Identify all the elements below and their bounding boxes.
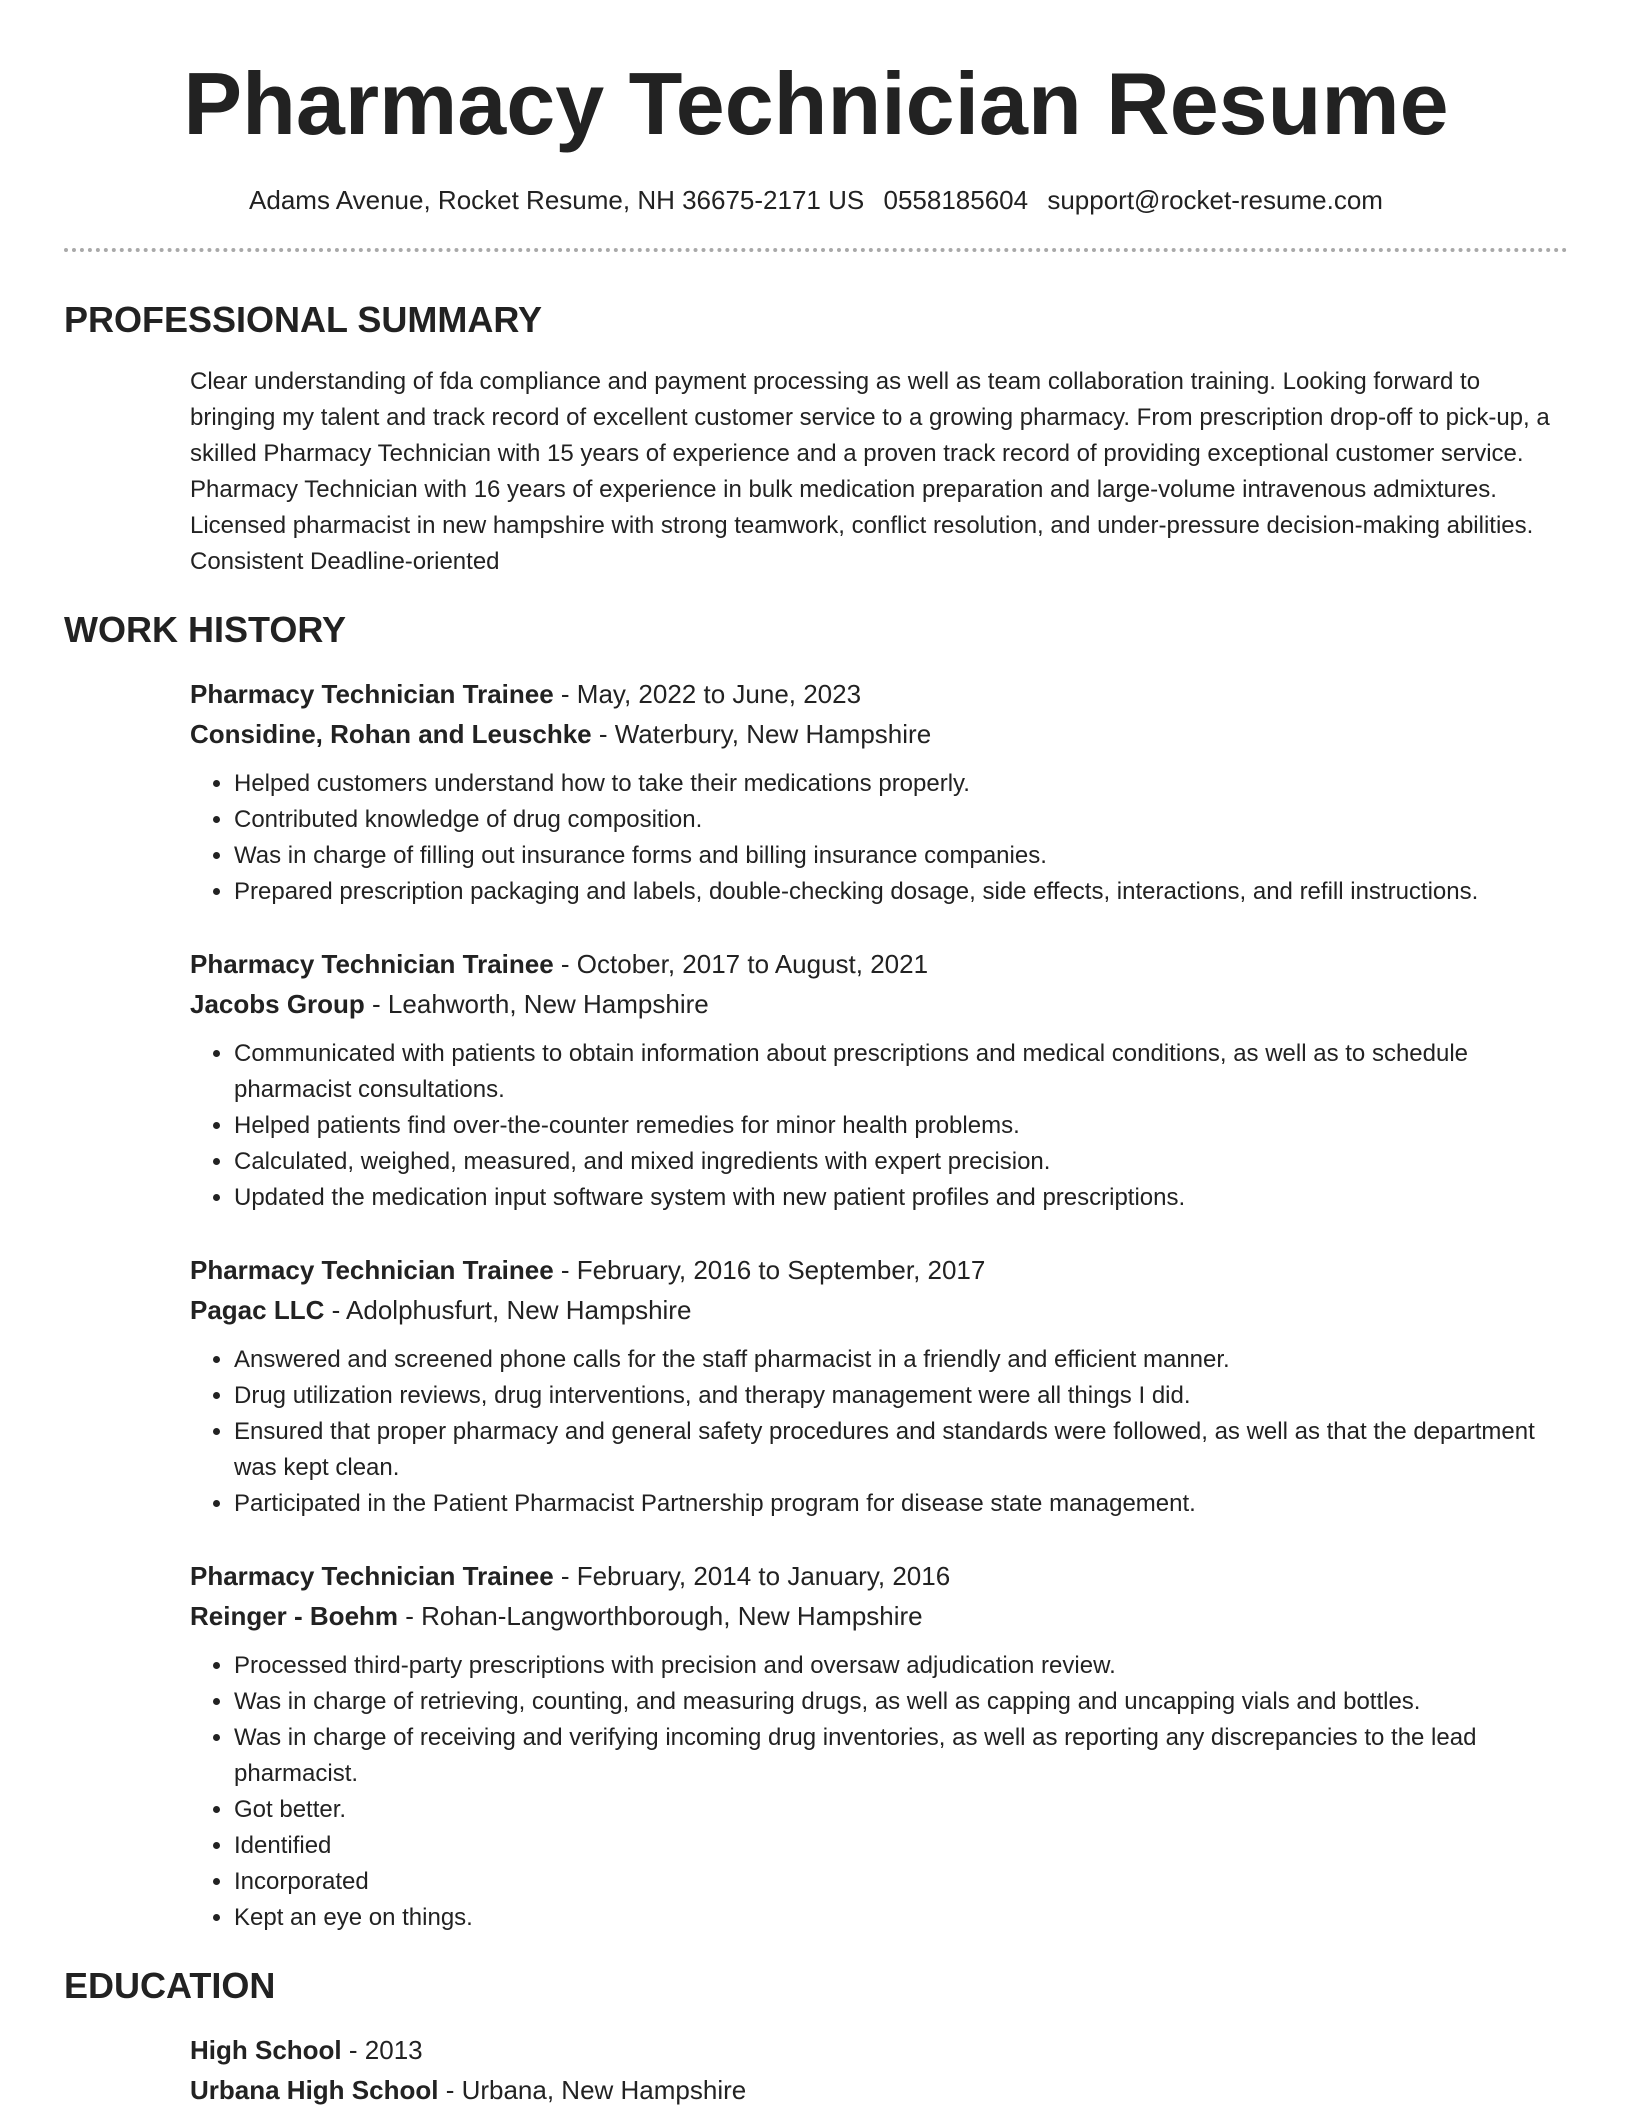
job-bullet: • Was in charge of receiving and verifying incoming drug inventories, as well as reporting any discrepancies to the lead pharmacist.	[234, 1720, 1568, 1792]
job-bullet: • Was in charge of retrieving, counting, and measuring drugs, as well as capping and uncapping vials and bottles.	[234, 1684, 1568, 1720]
job-title-line	[190, 674, 1568, 714]
job-bullet: • Helped patients find over-the-counter remedies for minor health problems.	[234, 1108, 1568, 1144]
job-bullet: • Calculated, weighed, measured, and mixed ingredients with expert precision.	[234, 1144, 1568, 1180]
job-bullet: • Kept an eye on things.	[234, 1900, 1568, 1936]
education-degree: High School	[190, 2035, 342, 2065]
contact-line	[64, 182, 1568, 218]
job-bullets	[190, 1648, 1568, 1936]
education-location: - Urbana, New Hampshire	[438, 2075, 747, 2105]
contact-email[interactable]: support@rocket-resume.com	[1047, 185, 1383, 215]
job-title-line	[190, 1250, 1568, 1290]
job-dates: - October, 2017 to August, 2021	[553, 949, 929, 979]
job-title: Pharmacy Technician Trainee	[190, 1561, 554, 1591]
job-bullet: • Drug utilization reviews, drug interventions, and therapy management were all things I did.	[234, 1378, 1568, 1414]
job-location: - Waterbury, New Hampshire	[591, 719, 932, 749]
work-history-list	[190, 674, 1568, 1936]
job-entry	[190, 1556, 1568, 1936]
summary-heading: PROFESSIONAL SUMMARY	[64, 299, 543, 340]
work-history-heading: WORK HISTORY	[64, 609, 347, 650]
education-entry	[190, 2030, 1568, 2110]
job-company-line	[190, 714, 1568, 754]
job-dates: - February, 2014 to January, 2016	[553, 1561, 951, 1591]
education-degree-line	[190, 2030, 1568, 2070]
job-entry	[190, 674, 1568, 910]
job-bullet: • Prepared prescription packaging and labels, double-checking dosage, side effects, interactions, and refill instructions.	[234, 874, 1568, 910]
job-bullet: • Answered and screened phone calls for the staff pharmacist in a friendly and efficient manner.	[234, 1342, 1568, 1378]
job-bullet: • Ensured that proper pharmacy and general safety procedures and standards were followed, as well as that the department was kept clean.	[234, 1414, 1568, 1486]
job-bullet: • Communicated with patients to obtain information about prescriptions and medical conditions, as well as to schedule pharmacist consultations.	[234, 1036, 1568, 1108]
job-bullet: • Participated in the Patient Pharmacist Partnership program for disease state management.	[234, 1486, 1568, 1522]
job-bullet: • Was in charge of filling out insurance forms and billing insurance companies.	[234, 838, 1568, 874]
job-bullets	[190, 1342, 1568, 1522]
job-company-line	[190, 1596, 1568, 1636]
job-title: Pharmacy Technician Trainee	[190, 1255, 554, 1285]
contact-phone[interactable]: 0558185604	[883, 185, 1029, 215]
job-title: Pharmacy Technician Trainee	[190, 679, 554, 709]
education-heading: EDUCATION	[64, 1965, 276, 2006]
job-bullets	[190, 766, 1568, 910]
job-bullets	[190, 1036, 1568, 1216]
job-dates: - February, 2016 to September, 2017	[553, 1255, 986, 1285]
job-company-line	[190, 1290, 1568, 1330]
job-entry	[190, 1250, 1568, 1522]
education-school-line	[190, 2070, 1568, 2110]
job-bullet: • Helped customers understand how to take their medications properly.	[234, 766, 1568, 802]
job-title-line	[190, 1556, 1568, 1596]
job-location: - Rohan-Langworthborough, New Hampshire	[398, 1601, 923, 1631]
job-title: Pharmacy Technician Trainee	[190, 949, 554, 979]
job-company: Reinger - Boehm	[190, 1601, 399, 1631]
job-bullet: • Incorporated	[234, 1864, 1568, 1900]
job-dates: - May, 2022 to June, 2023	[553, 679, 862, 709]
education-year: - 2013	[341, 2035, 423, 2065]
job-bullet: • Got better.	[234, 1792, 1568, 1828]
header-divider	[64, 248, 1568, 252]
job-bullet: • Processed third-party prescriptions with precision and oversaw adjudication review.	[234, 1648, 1568, 1684]
job-bullet: • Identified	[234, 1828, 1568, 1864]
summary-text: Clear understanding of fda compliance and payment processing as well as team collaboration training. Looking forward to bringing my talent and track record of excellent customer service to a growing pharmacy. From prescription drop-off to pick-up, a skilled Pharmacy Technician with 15 years of experience and a proven track record of providing exceptional customer service. Pharmacy Technician with 16 years of experience in bulk medication preparation and large-volume intravenous admixtures. Licensed pharmacist in new hampshire with strong teamwork, conflict resolution, and under-pressure decision-making abilities. Consistent Deadline-oriented	[190, 368, 1550, 575]
contact-address: Adams Avenue, Rocket Resume, NH 36675-2171 US	[249, 185, 865, 215]
job-entry	[190, 944, 1568, 1216]
job-company: Considine, Rohan and Leuschke	[190, 719, 592, 749]
resume-title: Pharmacy Technician Resume	[183, 54, 1449, 153]
job-company-line	[190, 984, 1568, 1024]
job-location: - Leahworth, New Hampshire	[364, 989, 709, 1019]
job-bullet: • Updated the medication input software system with new patient profiles and prescriptions.	[234, 1180, 1568, 1216]
job-company: Pagac LLC	[190, 1295, 325, 1325]
education-school: Urbana High School	[190, 2075, 439, 2105]
job-location: - Adolphusfurt, New Hampshire	[324, 1295, 692, 1325]
job-title-line	[190, 944, 1568, 984]
job-bullet: • Contributed knowledge of drug composition.	[234, 802, 1568, 838]
job-company: Jacobs Group	[190, 989, 365, 1019]
